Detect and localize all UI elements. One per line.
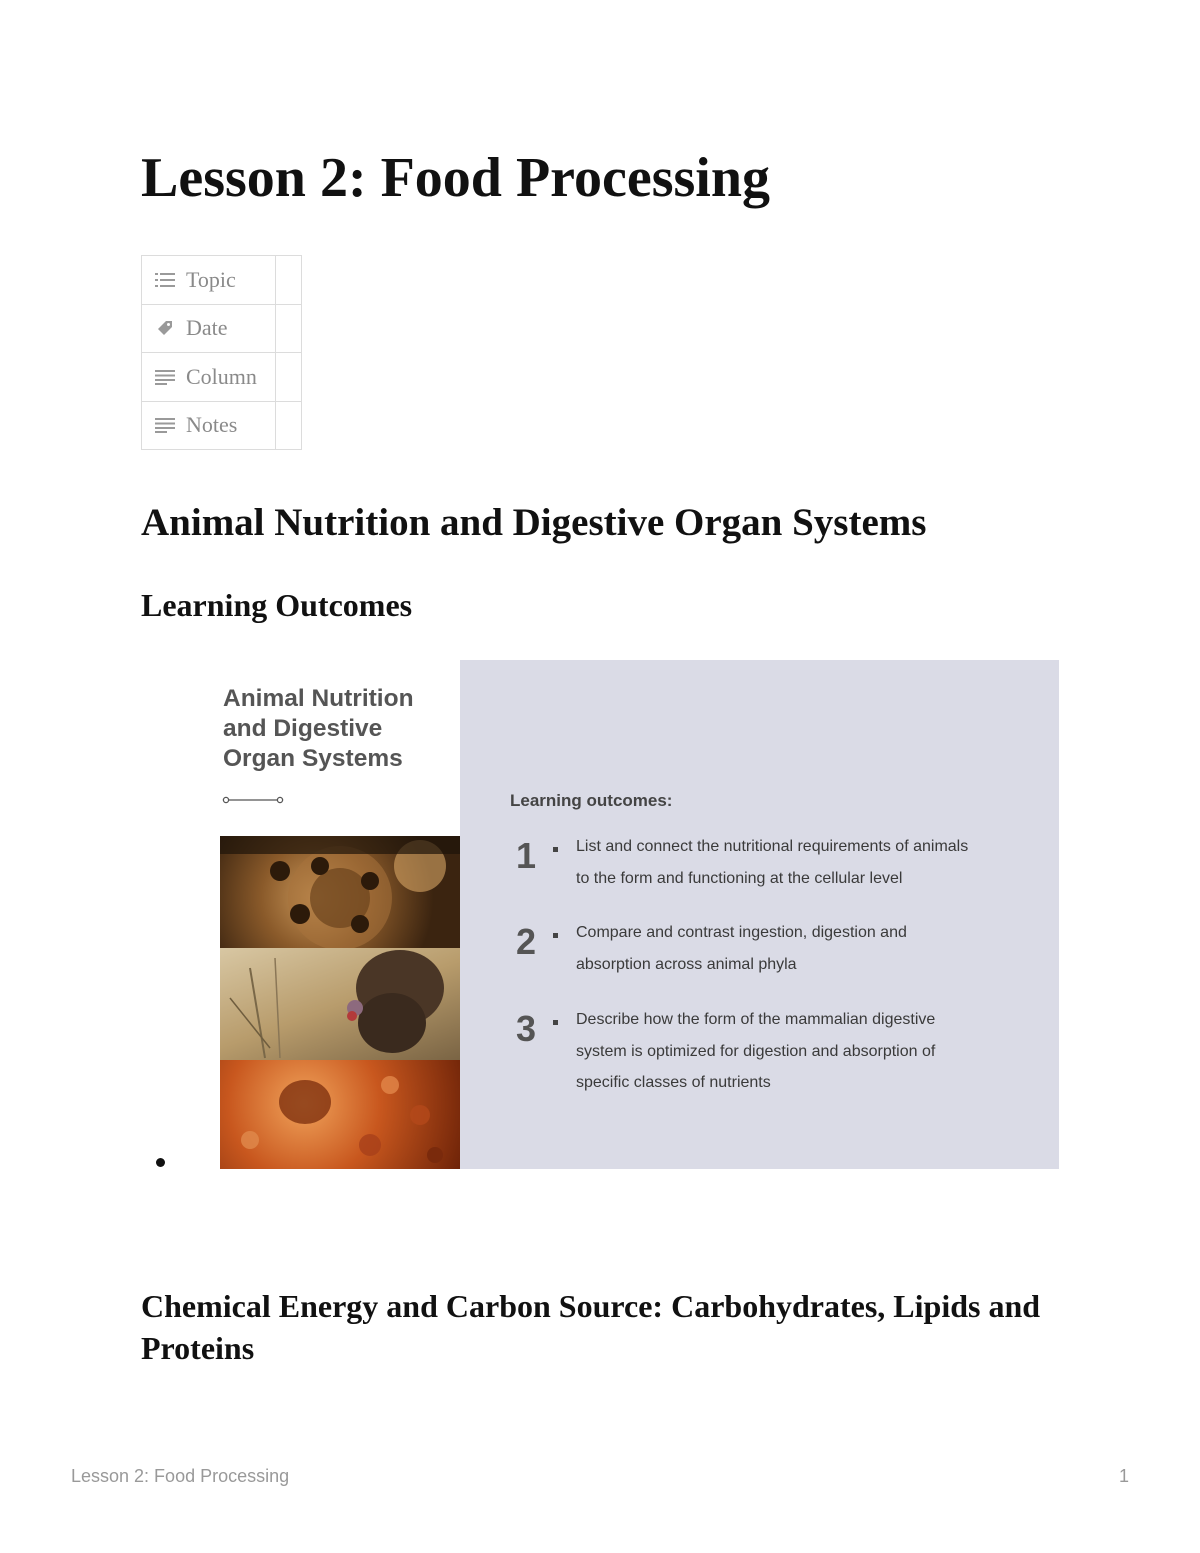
- property-label-topic: Topic: [186, 266, 236, 292]
- property-row-notes[interactable]: [142, 402, 302, 451]
- property-name-notes[interactable]: [142, 402, 276, 450]
- outcome-text: [576, 1004, 1036, 1099]
- outcome-line: to the form and functioning at the cellular level: [576, 869, 903, 887]
- section-heading-animal-nutrition: Animal Nutrition and Digestive Organ Systems: [141, 501, 927, 544]
- intestine-photo: [220, 1060, 460, 1169]
- slide-left-panel: [220, 660, 460, 1169]
- property-table: [141, 255, 302, 450]
- section-heading-learning-outcomes: Learning Outcomes: [141, 587, 413, 623]
- text-lines-icon: [154, 415, 176, 435]
- property-row-column[interactable]: [142, 353, 302, 402]
- footer-page-number: 1: [1118, 1466, 1129, 1486]
- bullet-icon: [553, 1020, 558, 1025]
- list-bullet: [156, 1158, 165, 1167]
- property-value-date[interactable]: [276, 305, 302, 353]
- outcome-text: [576, 831, 1036, 894]
- footer-title: Lesson 2: Food Processing: [71, 1466, 290, 1486]
- bullet-icon: [553, 933, 558, 938]
- outcome-line: List and connect the nutritional requirements of animals: [576, 838, 969, 855]
- property-value-notes[interactable]: [276, 402, 302, 450]
- outcome-line: Describe how the form of the mammalian digestive: [576, 1011, 936, 1028]
- property-name-date[interactable]: [142, 305, 276, 353]
- divider-icon: [222, 796, 284, 804]
- outcome-line: absorption across animal phyla: [576, 955, 797, 973]
- slide-title-line: Organ Systems: [223, 745, 403, 772]
- property-label-column: Column: [186, 363, 257, 389]
- property-label-notes: Notes: [186, 412, 238, 438]
- outcome-line: specific classes of nutrients: [576, 1074, 771, 1091]
- section-heading-chemical-energy: Chemical Energy and Carbon Source: Carbohydrates, Lipids and Proteins: [141, 1288, 1041, 1366]
- slide-image: [220, 660, 1059, 1169]
- outcome-number: 3: [516, 1008, 537, 1049]
- list-icon: [154, 270, 176, 290]
- slide-right-panel: [460, 660, 1059, 1169]
- learning-outcomes-label: Learning outcomes:: [510, 791, 673, 810]
- tag-icon: [154, 318, 176, 338]
- text-lines-icon: [154, 367, 176, 387]
- slide-title: [223, 684, 459, 774]
- property-row-date[interactable]: [142, 305, 302, 354]
- outcome-text: [576, 917, 1036, 980]
- turkey-photo: [220, 948, 460, 1060]
- property-name-topic[interactable]: [142, 256, 276, 304]
- slide-title-line: Animal Nutrition: [223, 685, 414, 712]
- property-value-topic[interactable]: [276, 256, 302, 304]
- outcome-line: system is optimized for digestion and absorption of: [576, 1042, 936, 1060]
- property-label-date: Date: [186, 315, 228, 341]
- bullet-icon: [553, 847, 558, 852]
- property-value-column[interactable]: [276, 353, 302, 401]
- property-name-column[interactable]: [142, 353, 276, 401]
- outcome-line: Compare and contrast ingestion, digestion and: [576, 924, 907, 941]
- outcome-number: 2: [516, 921, 537, 962]
- gears-photo: [220, 836, 460, 948]
- slide-title-line: and Digestive: [223, 715, 383, 742]
- property-row-topic[interactable]: [142, 256, 302, 305]
- page-title: Lesson 2: Food Processing: [141, 147, 770, 209]
- outcome-number: 1: [516, 835, 537, 876]
